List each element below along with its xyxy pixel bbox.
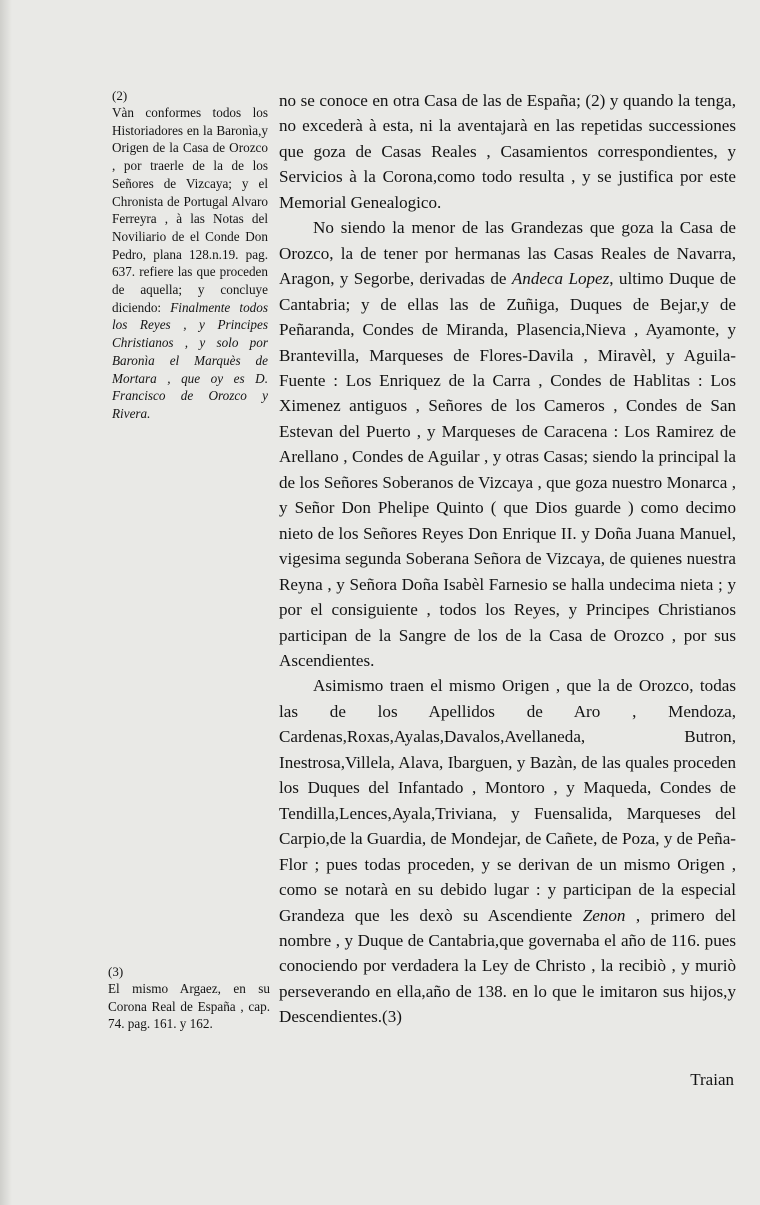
catchword: Traian xyxy=(690,1070,734,1089)
paragraph-text: Asimismo traen el mismo Origen , que la de Orozco, todas las de los Apellidos de Aro , Mendoza, Cardenas,Roxas,Ayalas,Davalos,Avellaneda, Butron, Inestrosa,Villela, Alava, Ibarguen, y Bazàn, de las quales proceden los Duques del Infantado , Montoro , y Maqueda, Condes de Tendilla,Lences,Ayala,Triviana, y Fuensalida, Marqueses del Carpio,de la Guardia, de Mondejar, de Cañete, de Poza, y de Peña-Flor ; pues todas proceden, y se derivan de un mismo Origen , como se notarà en su debido lugar : y participan de la especial Grandeza que les dexò su Ascendiente xyxy=(279,676,736,925)
paragraph-text: , ultimo Duque de Cantabria; y de ellas las de Zuñiga, Duques de Bejar,y de Peñaranda, Condes de Miranda, Plasencia,Nieva , Ayamonte, y Brantevilla, Marqueses de Flores-Davila , Miravèl, y Aguila-Fuente : Los Enriquez de la Carra , Condes de Hablitas : Los Ximenez antiguos , Señores de los Cameros , Condes de San Estevan del Puerto , y Marqueses de Caracena : Los Ramirez de Arellano , Condes de Aguilar , y otras Casas; siendo la principal la de los Señores Soberanos de Vizcaya , que goza nuestro Monarca , y Señor Don Phelipe Quinto ( que Dios guarde ) como decimo nieto de los Señores Reyes Don Enrique II. y Doña Juana Manuel, vigesima segunda Soberana Señora de Vizcaya, de quienes nuestra Reyna , y Señora Doña Isabèl Farnesio se halla undecima nieta ; y por el consiguiente , todos los Reyes, y Principes Christianos participan de la Sangre de los de la Casa de Orozco , por sus Ascendientes. xyxy=(279,269,737,670)
note-number: (2) xyxy=(112,88,128,103)
note-quote: Finalmente todos los Reyes , y Principes Christianos , y solo por Baronìa el Marquès de Mortara , que oy es D. Francisco de Orozco y Rivera. xyxy=(112,299,268,421)
note-text: El mismo Argaez, en su Corona Real de España , cap. 74. pag. 161. y 162. xyxy=(108,981,270,1032)
paragraph-text: No siendo la menor de las Grandezas que goza la Casa de Orozco, la de tener por hermanas las Casas Reales de Navarra, Aragon, y Segorbe, derivadas de xyxy=(279,218,736,289)
page-edge xyxy=(0,0,12,1205)
note-number: (3) xyxy=(108,964,124,979)
paragraph-origen xyxy=(279,673,736,1029)
paragraph-continuation: no se conoce en otra Casa de las de España; (2) y quando la tenga, no excederà à esta, ni la aventajarà en las repetidas successiones que goza de Casas Reales , Casamientos correspondientes, y Servicios à la Corona,como todo resulta , y se justifica por este Memorial Genealogico. xyxy=(279,91,736,212)
italic-name: Andeca Lopez xyxy=(511,269,610,289)
marginal-note-2 xyxy=(112,88,268,423)
italic-name: Zenon xyxy=(582,905,626,925)
bleed-through-text xyxy=(95,893,270,955)
paragraph-grandezas xyxy=(279,215,736,673)
main-text xyxy=(279,88,736,1030)
note-text: Vàn conformes todos los Historiadores en la Baronìa,y Origen de la Casa de Orozco , por traerle de la de los Señores de Vizcaya; y el Chronista de Portugal Alvaro Ferreyra , à las Notas del Noviliario de el Conde Don Pedro, plana 128.n.19. pag. 637. refiere las que proceden de aquella; y concluye diciendo: xyxy=(112,105,268,315)
paragraph-text: , primero del nombre , y Duque de Cantabria,que governaba el año de 116. pues conociendo por verdadera la Ley de Christo , la recibiò , y muriò perseverando en ella,año de 138. en lo que le imitaron sus hijos,y Descendientes.(3) xyxy=(279,905,736,1027)
marginal-note-3 xyxy=(108,964,270,1033)
